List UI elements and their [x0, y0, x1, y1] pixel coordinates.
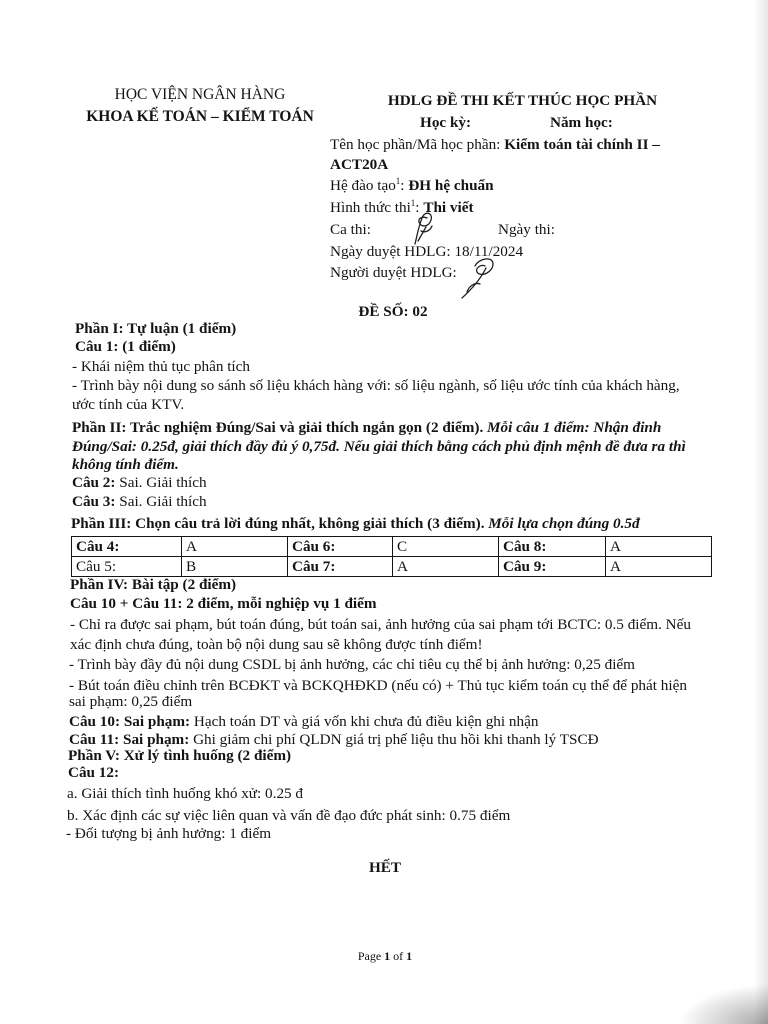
- answer-label: Câu 2:: [72, 474, 116, 491]
- answer-label: Câu 3:: [72, 493, 116, 510]
- training-label-end: :: [400, 177, 405, 194]
- part3-heading-line: [71, 514, 640, 534]
- part4-line: - Bút toán điều chỉnh trên BCĐKT và BCKQHĐKD (nếu có) + Thủ tục kiểm toán cụ thể để phát hiện: [69, 677, 687, 694]
- question-cell: Câu 4:: [72, 537, 182, 557]
- scan-edge-shadow: [754, 0, 768, 1024]
- answer-text: Hạch toán DT và giá vốn khi chưa đủ điều kiện ghi nhận: [193, 713, 539, 730]
- institution-name: HỌC VIỆN NGÂN HÀNG: [114, 86, 286, 103]
- answer-cell: A: [182, 537, 288, 557]
- answer-text: Sai. Giải thích: [119, 474, 207, 491]
- approver-signature: [455, 252, 500, 302]
- part3-heading: Phần III: Chọn câu trả lời đúng nhất, không giải thích (3 điểm).: [71, 515, 485, 532]
- exam-date-label: Ngày thi:: [498, 221, 555, 238]
- exam-form-value: Thi viết: [423, 199, 474, 216]
- training-label: Hệ đào tạo: [330, 177, 396, 194]
- shift-signature: [405, 210, 445, 250]
- training-value: ĐH hệ chuẩn: [408, 177, 494, 194]
- page-footer: [325, 946, 445, 966]
- table-row: [72, 557, 712, 577]
- course-label: Tên học phần/Mã học phần:: [330, 136, 501, 153]
- multiple-choice-answer-table: [71, 536, 712, 577]
- answer-cell: A: [393, 557, 499, 577]
- question-cell: Câu 7:: [288, 557, 393, 577]
- part4-line: - Trình bày đầy đủ nội dung CSDL bị ảnh hưởng, các chỉ tiêu cụ thể bị ảnh hưởng: 0,25 điểm: [69, 656, 635, 673]
- part4-line: xác định chưa đúng, toàn bộ nội dung sau sẽ không được tính điểm!: [70, 636, 483, 653]
- part1-line: ước tính của KTV.: [72, 396, 185, 413]
- part4-heading: Phần IV: Bài tập (2 điểm): [70, 576, 237, 593]
- part5-line: - Đối tượng bị ảnh hưởng: 1 điểm: [66, 825, 272, 842]
- part4-answer: [69, 712, 538, 732]
- course-name: Kiểm toán tài chính II –: [504, 136, 660, 153]
- semester-label: Học kỳ:: [420, 114, 472, 131]
- part3-rule: Mỗi lựa chọn đúng 0.5đ: [488, 515, 640, 532]
- part2-answer: [72, 473, 207, 493]
- part5-line: a. Giải thích tình huống khó xử: 0.25 đ: [67, 785, 304, 802]
- part2-rule: Mỗi câu 1 điểm: Nhận đinh: [487, 419, 662, 436]
- of-word: of: [393, 949, 404, 963]
- part1-heading: Phần I: Tự luận (1 điểm): [75, 320, 237, 337]
- question-cell: Câu 5:: [72, 557, 182, 577]
- exam-form-line: [330, 198, 474, 218]
- part1-line: - Trình bày nội dung so sánh số liệu khách hàng với: số liệu ngành, số liệu ước tính của khách hàng,: [72, 377, 680, 394]
- exam-form-footnote-mark: 1: [410, 197, 416, 208]
- part5-heading: Phần V: Xử lý tình huống (2 điểm): [68, 747, 292, 764]
- exam-form-label-end: :: [415, 199, 420, 216]
- part5-line: b. Xác định các sự việc liên quan và vấn đề đạo đức phát sinh: 0.75 điểm: [67, 807, 511, 824]
- approver-label: Người duyệt HDLG:: [330, 264, 457, 281]
- exam-form-label: Hình thức thi: [330, 199, 411, 216]
- part1-question: Câu 1: (1 điểm): [75, 338, 176, 355]
- answer-cell: B: [182, 557, 288, 577]
- scan-corner-shadow: [678, 984, 768, 1024]
- part2-heading: Phần II: Trắc nghiệm Đúng/Sai và giải thích ngắn gọn (2 điểm).: [72, 419, 484, 436]
- answer-cell: A: [606, 537, 712, 557]
- part4-line: sai phạm: 0,25 điểm: [69, 693, 193, 710]
- approval-date-value: 18/11/2024: [454, 243, 524, 260]
- part1-line: - Khái niệm thủ tục phân tích: [72, 358, 250, 375]
- page-current: 1: [384, 949, 391, 963]
- part2-rule: không tính điểm.: [72, 456, 179, 473]
- part5-question: Câu 12:: [68, 764, 120, 781]
- question-cell: Câu 6:: [288, 537, 393, 557]
- table-row: [72, 537, 712, 557]
- answer-label: Câu 10: Sai phạm:: [69, 713, 191, 730]
- answer-cell: C: [393, 537, 499, 557]
- faculty-name: KHOA KẾ TOÁN – KIỂM TOÁN: [86, 108, 314, 125]
- page-total: 1: [406, 949, 413, 963]
- exam-number: ĐỀ SỐ: 02: [358, 303, 428, 320]
- part4-line: - Chỉ ra được sai phạm, bút toán đúng, bút toán sai, ảnh hưởng của sai phạm tới BCTC: 0.5 điểm. Nếu: [70, 616, 691, 633]
- answer-label: Câu 11: Sai phạm:: [69, 731, 190, 748]
- part2-answer: [72, 492, 207, 512]
- part4-scoring-title: Câu 10 + Câu 11: 2 điểm, mỗi nghiệp vụ 1 điểm: [70, 595, 377, 612]
- course-line: [330, 135, 660, 155]
- document-title: HDLG ĐỀ THI KẾT THÚC HỌC PHẦN: [387, 92, 658, 109]
- shift-label: Ca thi:: [330, 221, 371, 238]
- question-cell: Câu 9:: [499, 557, 606, 577]
- part2-heading-line: [72, 418, 661, 438]
- answer-cell: A: [606, 557, 712, 577]
- answer-text: Sai. Giải thích: [119, 493, 207, 510]
- page-word: Page: [357, 949, 382, 963]
- end-mark: HẾT: [368, 859, 402, 876]
- training-line: [330, 176, 494, 196]
- question-cell: Câu 8:: [499, 537, 606, 557]
- approval-date-label: Ngày duyệt HDLG:: [330, 243, 451, 260]
- training-footnote-mark: 1: [395, 175, 401, 186]
- course-code: ACT20A: [330, 156, 389, 173]
- school-year-label: Năm học:: [550, 114, 613, 131]
- answer-text: Ghi giảm chi phí QLDN giá trị phế liệu thu hồi khi thanh lý TSCĐ: [193, 731, 599, 748]
- part2-rule: Đúng/Sai: 0.25đ, giải thích đầy đủ ý 0,75đ. Nếu giải thích bằng cách phủ định mệnh đề đưa ra thì: [72, 438, 686, 455]
